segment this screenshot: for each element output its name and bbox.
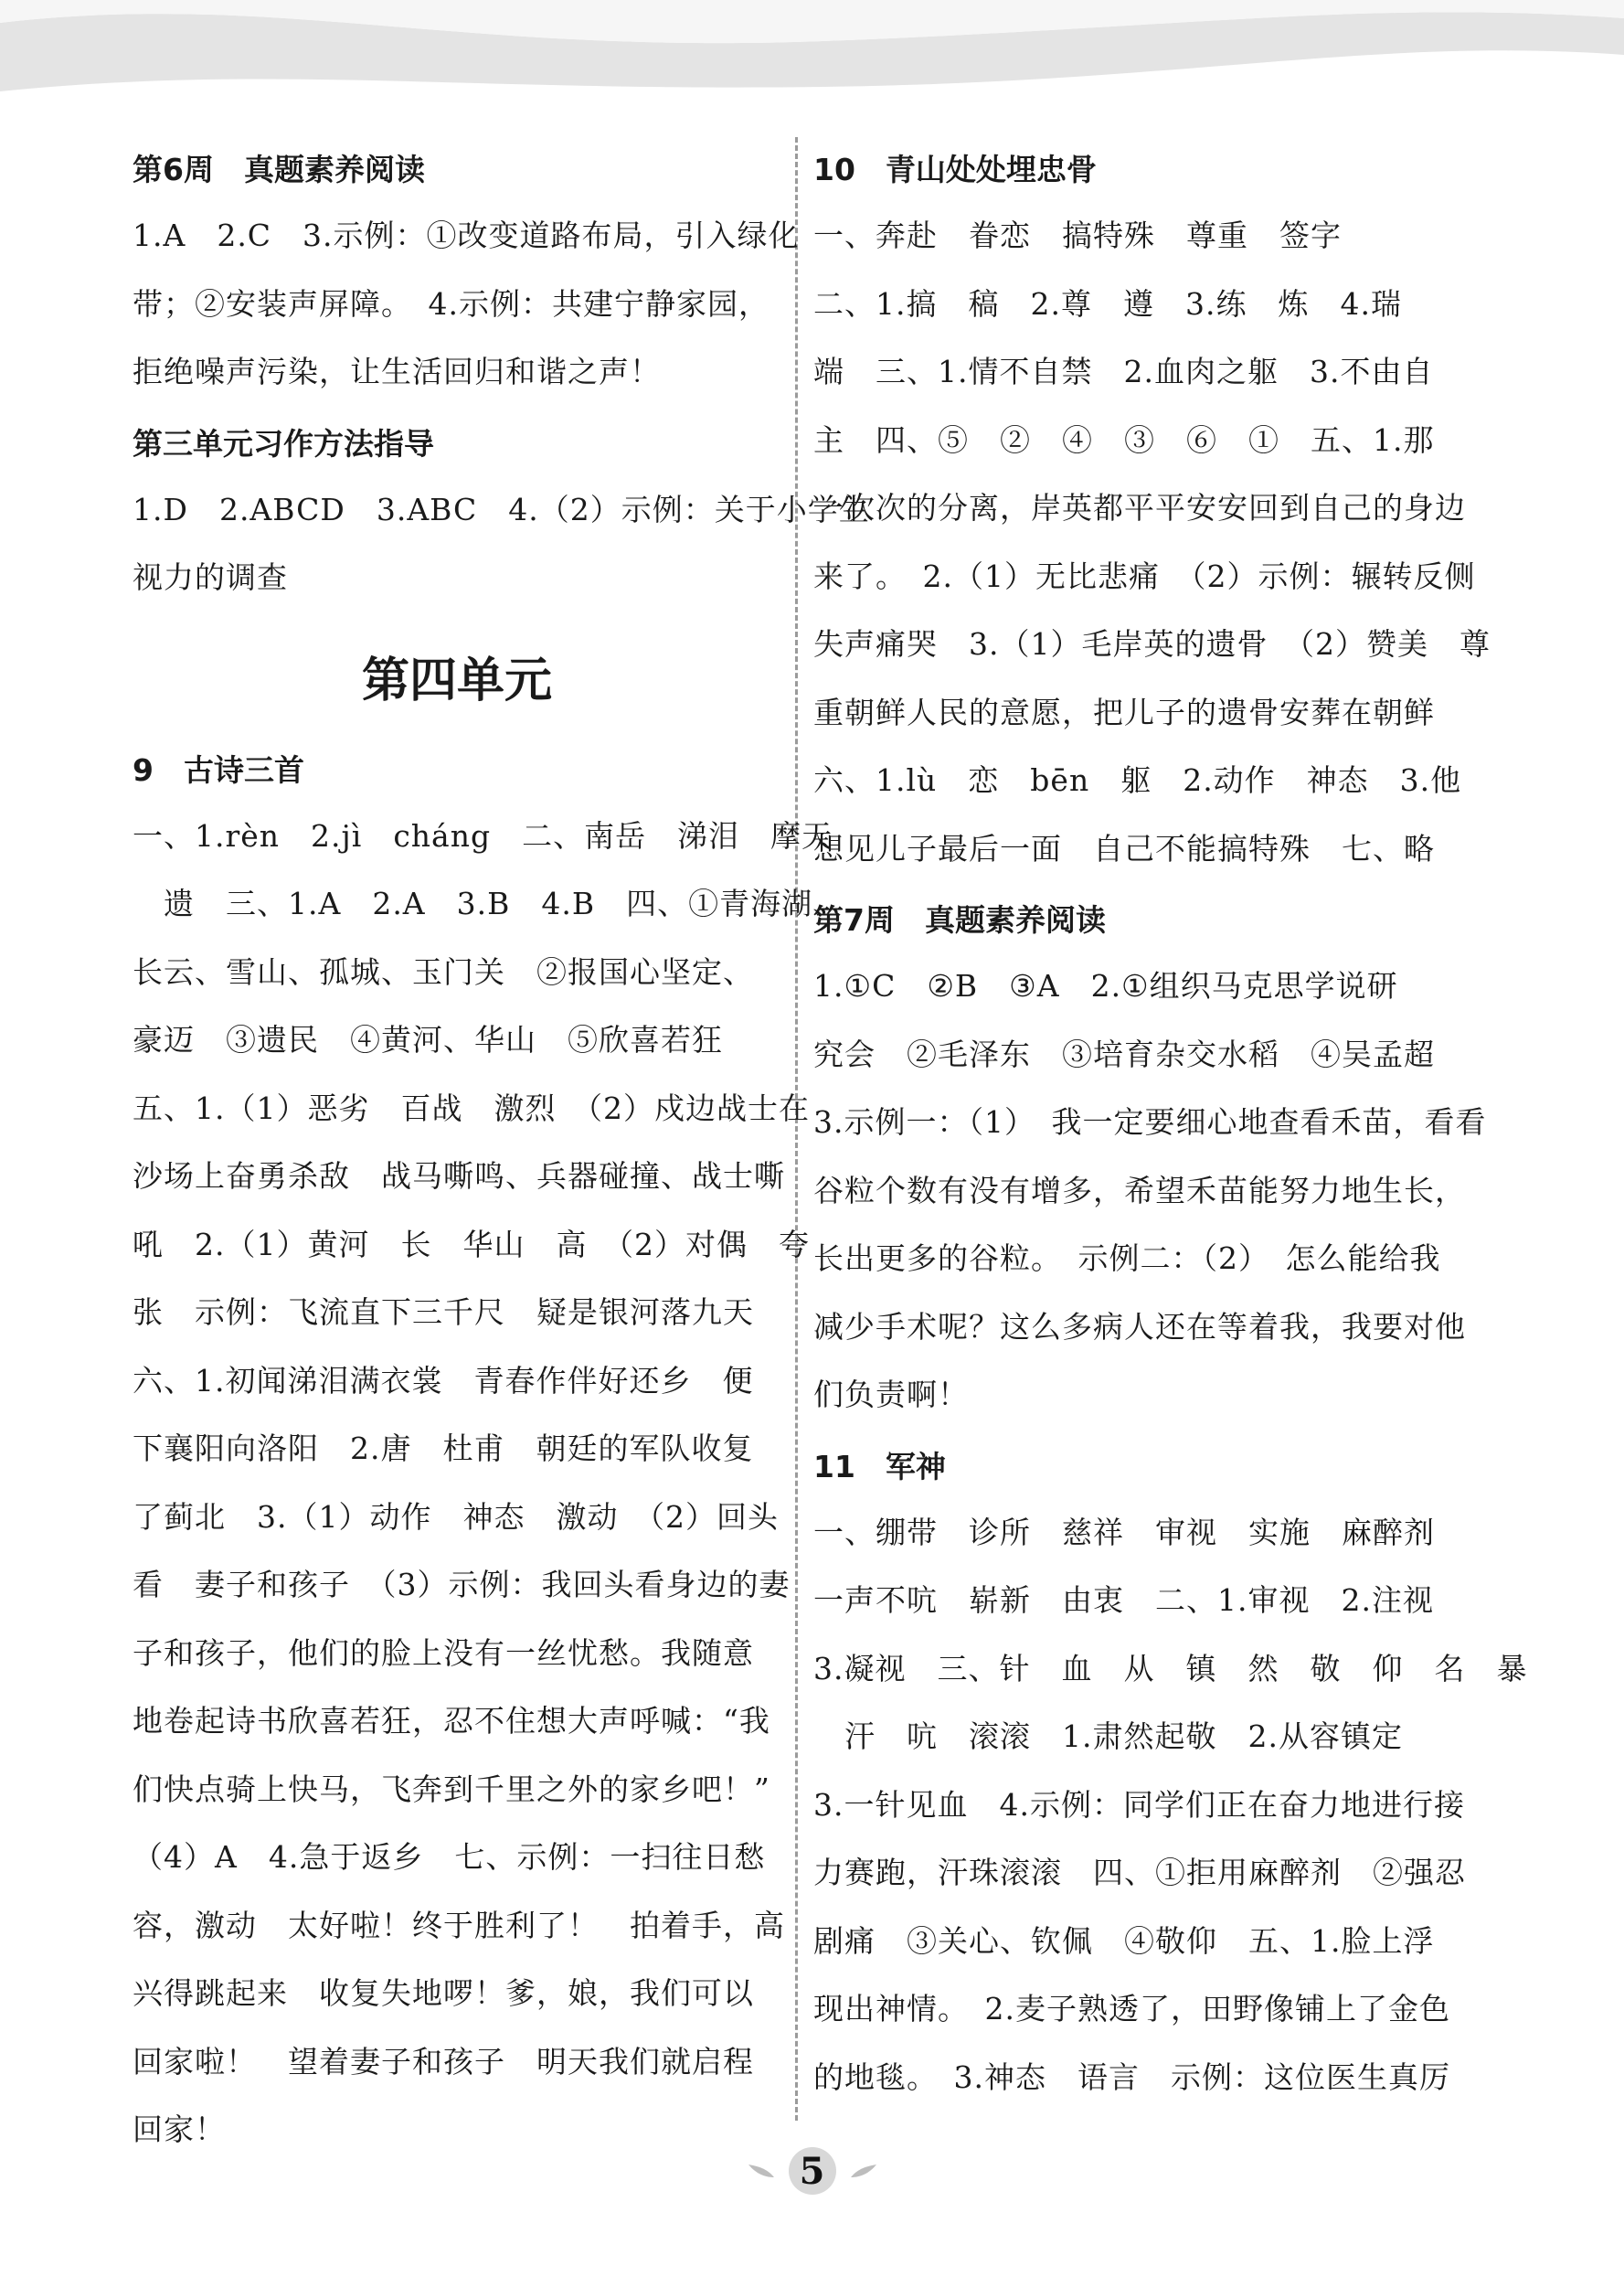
answer-line: 1.D 2.ABCD 3.ABC 4.（2）示例：关于小学生 bbox=[133, 491, 870, 527]
answer-line: 长出更多的谷粒。 示例二：（2） 怎么能给我 bbox=[813, 1240, 1441, 1276]
answer-line: 3.一针见血 4.示例：同学们正在奋力地进行接 bbox=[813, 1786, 1465, 1823]
answer-line: 一次次的分离，岸英都平平安安回到自己的身边 bbox=[813, 490, 1466, 526]
answer-line: 沙场上奋勇杀敌 战马嘶鸣、兵器碰撞、战士嘶 bbox=[133, 1158, 785, 1194]
answer-line: 下襄阳向洛阳 2.唐 杜甫 朝廷的军队收复 bbox=[133, 1431, 754, 1466]
right-column bbox=[813, 133, 1528, 2111]
left-column bbox=[133, 133, 870, 2165]
answer-line: 回家啦！ 望着妻子和孩子 明天我们就启程 bbox=[133, 2043, 754, 2080]
answer-line: 的地毯。 3.神态 语言 示例：这位医生真厉 bbox=[813, 2058, 1450, 2095]
answer-line: 一声不吭 崭新 由衷 二、1.审视 2.注视 bbox=[813, 1582, 1434, 1618]
answer-line: 究会 ②毛泽东 ③培育杂交水稻 ④吴孟超 bbox=[813, 1036, 1435, 1072]
header-wave-decoration bbox=[0, 0, 1624, 128]
week6-heading: 第6周 真题素养阅读 bbox=[133, 152, 425, 187]
answer-line: 来了。 2.（1）无比悲痛 （2）示例：辗转反侧 bbox=[813, 558, 1476, 594]
answer-line: 一、奔赴 眷恋 搞特殊 尊重 签字 bbox=[813, 218, 1342, 253]
answer-line: 端 三、1.情不自禁 2.血肉之躯 3.不由自 bbox=[813, 354, 1434, 389]
answer-line: 带；②安装声屏障。 4.示例：共建宁静家园， bbox=[133, 285, 770, 322]
answer-line: 容，激动 太好啦！终于胜利了！ 拍着手，高 bbox=[133, 1907, 785, 1943]
leaf-left-icon bbox=[745, 2161, 776, 2181]
answer-line: 主 四、⑤ ② ④ ③ ⑥ ① 五、1.那 bbox=[813, 421, 1435, 458]
answer-line: 重朝鲜人民的意愿，把儿子的遗骨安葬在朝鲜 bbox=[813, 694, 1435, 730]
answer-line: 们快点骑上快马，飞奔到千里之外的家乡吧！” bbox=[133, 1771, 770, 1807]
answer-line: 失声痛哭 3.（1）毛岸英的遗骨 （2）赞美 尊 bbox=[813, 626, 1491, 662]
answer-line: 一、绷带 诊所 慈祥 审视 实施 麻醉剂 bbox=[813, 1514, 1435, 1550]
lesson11-heading: 11 军神 bbox=[813, 1448, 946, 1484]
answer-line: 汗 吭 滚滚 1.肃然起敬 2.从容镇定 bbox=[813, 1718, 1403, 1754]
lesson9-heading: 9 古诗三首 bbox=[133, 751, 304, 788]
answer-line: 兴得跳起来 收复失地啰！爹，娘，我们可以 bbox=[133, 1975, 754, 2011]
answer-line: 看 妻子和孩子 （3）示例：我回头看身边的妻 bbox=[133, 1567, 791, 1602]
lesson10-answers bbox=[813, 202, 1491, 883]
column-divider bbox=[795, 137, 798, 2121]
lesson9-answers bbox=[133, 803, 844, 2165]
answer-line: 张 示例：飞流直下三千尺 疑是银河落九天 bbox=[133, 1294, 754, 1330]
unit4-title: 第四单元 bbox=[361, 653, 552, 708]
answer-line: （4）A 4.急于返乡 七、示例：一扫往日愁 bbox=[133, 1839, 766, 1875]
answer-line: 1.A 2.C 3.示例：①改变道路布局，引入绿化 bbox=[133, 218, 800, 253]
answer-line: 视力的调查 bbox=[133, 559, 288, 595]
answer-line: 二、1.搞 稿 2.尊 遵 3.练 炼 4.瑞 bbox=[813, 285, 1402, 322]
week7-answers bbox=[813, 952, 1487, 1430]
leaf-right-icon bbox=[849, 2161, 880, 2181]
answer-line: 现出神情。 2.麦子熟透了，田野像铺上了金色 bbox=[813, 1991, 1450, 2026]
answer-line: 豪迈 ③遗民 ④黄河、华山 ⑤欣喜若狂 bbox=[133, 1022, 723, 1058]
answer-line: 一、1.rèn 2.jì cháng 二、南岳 涕泪 摩天 bbox=[133, 817, 833, 854]
writing3-heading: 第三单元习作方法指导 bbox=[133, 425, 434, 462]
answer-line: 子和孩子，他们的脸上没有一丝忧愁。我随意 bbox=[133, 1634, 754, 1671]
answer-line: 长云、雪山、孤城、玉门关 ②报国心坚定、 bbox=[133, 953, 754, 990]
answer-line: 吼 2.（1）黄河 长 华山 高 （2）对偶 夸 bbox=[133, 1226, 810, 1262]
page-number-badge: 5 bbox=[789, 2147, 836, 2195]
answer-line: 拒绝噪声污染，让生活回归和谐之声！ bbox=[133, 354, 661, 389]
page-footer bbox=[0, 2143, 1624, 2198]
answer-line: 剧痛 ③关心、钦佩 ④敬仰 五、1.脸上浮 bbox=[813, 1922, 1435, 1959]
answer-line: 3.凝视 三、针 血 从 镇 然 敬 仰 名 暴 bbox=[813, 1650, 1528, 1686]
answer-line: 遗 三、1.A 2.A 3.B 4.B 四、①青海湖、 bbox=[133, 886, 844, 921]
answer-line: 们负责啊！ bbox=[813, 1377, 969, 1412]
answer-line: 想见儿子最后一面 自己不能搞特殊 七、略 bbox=[813, 830, 1435, 867]
answer-line: 六、1.lù 恋 bēn 躯 2.动作 神态 3.他 bbox=[813, 762, 1462, 798]
answer-line: 1.①C ②B ③A 2.①组织马克思学说研 bbox=[813, 968, 1398, 1004]
lesson11-answers bbox=[813, 1499, 1528, 2112]
answer-line: 地卷起诗书欣喜若狂，忍不住想大声呼喊：“我 bbox=[133, 1703, 770, 1739]
answer-line: 力赛跑，汗珠滚滚 四、①拒用麻醉剂 ②强忍 bbox=[813, 1855, 1466, 1890]
answer-line: 了蓟北 3.（1）动作 神态 激动 （2）回头 bbox=[133, 1498, 779, 1535]
answer-line: 回家！ bbox=[133, 2111, 226, 2147]
answer-line: 减少手术呢？这么多病人还在等着我，我要对他 bbox=[813, 1308, 1466, 1345]
week6-answers bbox=[133, 202, 800, 407]
week7-heading: 第7周 真题素养阅读 bbox=[813, 902, 1106, 938]
answer-line: 五、1.（1）恶劣 百战 激烈 （2）戍边战士在 bbox=[133, 1090, 810, 1126]
answer-line: 3.示例一：（1） 我一定要细心地查看禾苗，看看 bbox=[813, 1104, 1487, 1140]
writing3-answers bbox=[133, 476, 870, 612]
answer-line: 谷粒个数有没有增多，希望禾苗能努力地生长， bbox=[813, 1172, 1466, 1208]
answer-line: 六、1.初闻涕泪满衣裳 青春作伴好还乡 便 bbox=[133, 1362, 754, 1399]
lesson10-heading: 10 青山处处埋忠骨 bbox=[813, 152, 1097, 187]
